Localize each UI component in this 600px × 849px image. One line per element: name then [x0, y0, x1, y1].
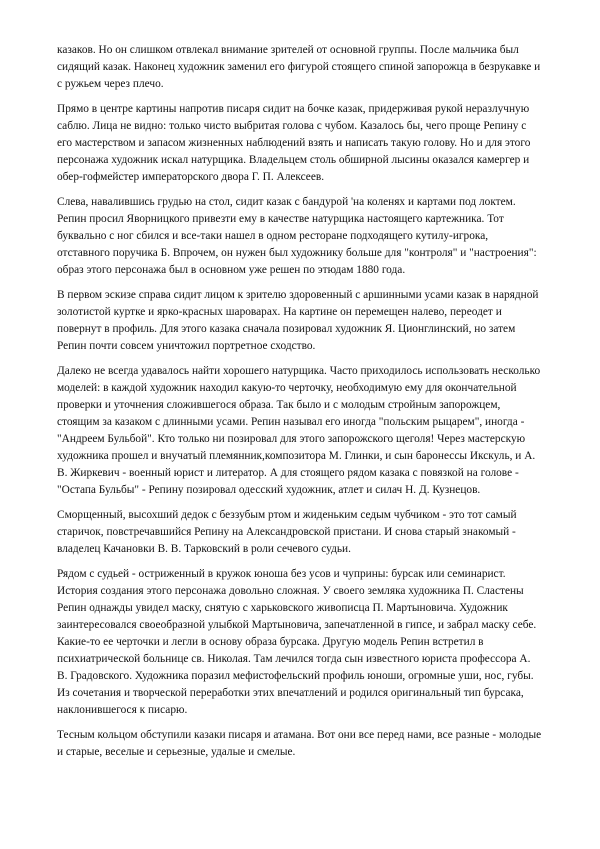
paragraph-2: Прямо в центре картины напротив писаря сидит на бочке казак, придерживая рукой неразлучную саблю. Лица не видно: только чисто выбритая голова с чубом. Казалось бы, чего проще Репину с его мастерством и запасом жизненных наблюдений взять и написать такую голову. Но и для этого персонажа художник искал натурщика. Владельцем столь обширной лысины оказался камергер и обер-гофмейстер императорского двора Г. П. Алексеев.: [57, 103, 531, 183]
paragraph-7: Рядом с судьей - остриженный в кружок юноша без усов и чуприны: бурсак или семинарист. История создания этого персонажа довольно сложная. У своего земляка художника П. Сластены Репин однажды увидел маску, снятую с харьковского живописца П. Мартыновича. Художник заинтересовался своеобразной улыбкой Мартыновича, запечатленной в гипсе, и забрал маску себе. Какие-то ее черточки и легли в основу образа бурсака. Другую модель Репин встретил в психиатрической больнице св. Николая. Там лечился тогда сын известного юриста профессора А. В. Градовского. Художника поразил мефистофельский профиль юноши, огромные уши, нос, губы. Из сочетания и творческой переработки этих впечатлений и родился оригинальный тип бурсака, наклонившегося к писарю.: [57, 568, 537, 716]
paragraph-3: Слева, навалившись грудью на стол, сидит казак с бандурой 'на коленях и картами под локтем. Репин просил Яворницкого привезти ему в качестве натурщика настоящего картежника. Тот буквально с ног сбился и все-таки нашел в одном ресторане подходящего кутилу-игрока, отставного поручика Б. Впрочем, он нужен был художнику больше для "контроля" и "настроения": образ этого персонажа был в основном уже решен по этюдам 1880 года.: [57, 196, 537, 276]
paragraph-8: Тесным кольцом обступили казаки писаря и атамана. Вот они все перед нами, все разные - молодые и старые, веселые и серьезные, удалые и смелые.: [57, 729, 542, 758]
paragraph-6: Сморщенный, высохший дедок с беззубым ртом и жиденьким седым чубчиком - это тот самый старичок, повстречавшийся Репину на Александровской пристани. И снова старый знакомый - владелец Качановки В. В. Тарковский в роли сечевого судьи.: [57, 509, 517, 555]
document-page: [57, 42, 543, 769]
paragraph-5: Далеко не всегда удавалось найти хорошего натурщика. Часто приходилось использовать несколько моделей: в каждой художник находил какую-то черточку, необходимую ему для окончательной проверки и уточнения сложившегося образа. Так было и с молодым стройным запорожцем, стоящим за казаком с длинными усами. Репин называл его иногда "польским рыцарем", иногда - "Андреем Бульбой". Кто только ни позировал для этого запорожского щеголя! Через мастерскую художника прошел и внучатый племянник,композитора М. Глинки, и сын баронессы Икскуль, и А. В. Жиркевич - военный юрист и литератор. А для стоящего рядом казака с повязкой на голове - "Остапа Бульбы" - Репину позировал одесский художник, атлет и силач Н. Д. Кузнецов.: [57, 365, 541, 496]
paragraph-1: казаков. Но он слишком отвлекал внимание зрителей от основной группы. После мальчика был сидящий казак. Наконец художник заменил его фигурой стоящего спиной запорожца в безрукавке и с ружьем через плечо.: [57, 44, 541, 90]
paragraph-4: В первом эскизе справа сидит лицом к зрителю здоровенный с аршинными усами казак в нарядной золотистой куртке и ярко-красных шароварах. На картине он перемещен налево, переодет и повернут в профиль. Для этого казака сначала позировал художник Я. Ционглинский, но затем Репин почти совсем уничтожил портретное сходство.: [57, 289, 539, 352]
